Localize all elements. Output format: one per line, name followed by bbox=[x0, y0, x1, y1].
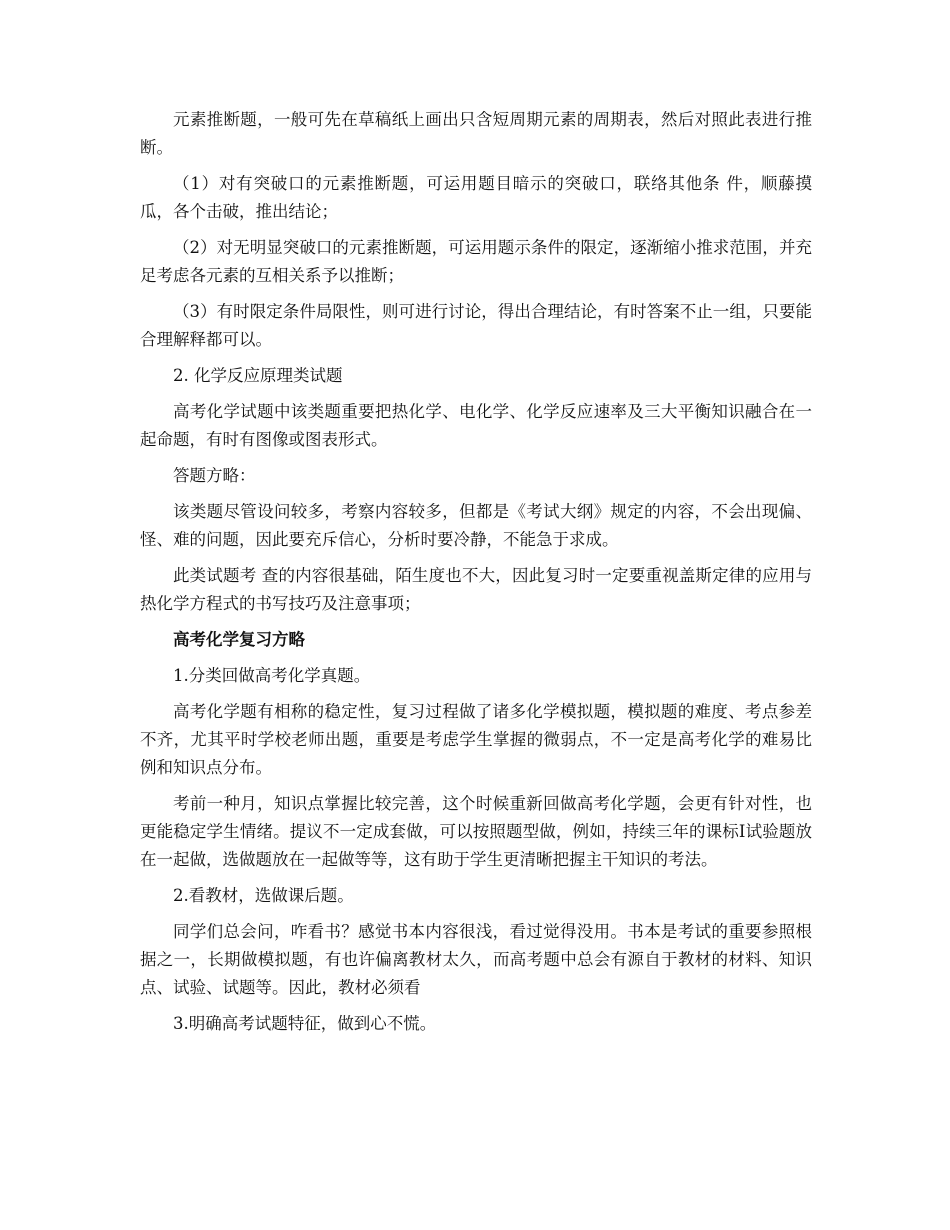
paragraph-hess-law-tip: 此类试题考 查的内容很基础，陌生度也不大，因此复习时一定要重视盖斯定律的应用与热化学方程式的书写技巧及注意事项； bbox=[140, 566, 812, 613]
paragraph-review-1-body: 高考化学题有相称的稳定性，复习过程做了诸多化学模拟题，模拟题的难度、考点参差不齐，尤其平时学校老师出题，重要是考虑学生掌握的微弱点，不一定是高考化学的难易比例和知识点分布。 bbox=[140, 702, 812, 777]
paragraph-inference-point-2: （2）对无明显突破口的元素推断题，可运用题示条件的限定，逐渐缩小推求范围，并充足考虑各元素的互相关系予以推断； bbox=[140, 238, 812, 285]
paragraph-inference-point-1: （1）对有突破口的元素推断题，可运用题目暗示的突破口，联络其他条 件，顺藤摸瓜，各个击破，推出结论； bbox=[140, 174, 812, 221]
paragraph-review-1-detail: 考前一种月，知识点掌握比较完善，这个时候重新回做高考化学题，会更有针对性，也更能稳定学生情绪。提议不一定成套做，可以按照题型做，例如，持续三年的课标Ⅰ试验题放在一起做，选做题放在一起做等等，这有助于学生更清晰把握主干知识的考法。 bbox=[140, 794, 812, 869]
section-heading-review-strategy: 高考化学复习方略 bbox=[173, 630, 305, 649]
paragraph-reaction-principles-intro: 高考化学试题中该类题重要把热化学、电化学、化学反应速率及三大平衡知识融合在一起命题，有时有图像或图表形式。 bbox=[140, 402, 812, 449]
paragraph-inference-point-3: （3）有时限定条件局限性，则可进行讨论，得出合理结论，有时答案不止一组，只要能合理解释都可以。 bbox=[140, 302, 812, 349]
list-item-review-2: 2.看教材，选做课后题。 bbox=[173, 886, 354, 905]
paragraph-answer-strategy-body: 该类题尽管设问较多，考察内容较多，但都是《考试大纲》规定的内容，不会出现偏、怪、难的问题，因此要充斥信心，分析时要冷静，不能急于求成。 bbox=[140, 502, 812, 549]
section-title-reaction-principles: 2. 化学反应原理类试题 bbox=[173, 366, 343, 385]
paragraph-review-2-body: 同学们总会问，咋看书？感觉书本内容很浅，看过觉得没用。书本是考试的重要参照根据之一，长期做模拟题，有也许偏离教材太久，而高考题中总会有源自于教材的材料、知识点、试验、试题等。因此，教材必须看 bbox=[140, 922, 812, 997]
list-item-review-3: 3.明确高考试题特征，做到心不慌。 bbox=[173, 1014, 437, 1033]
document-page bbox=[140, 106, 812, 1046]
list-item-review-1: 1.分类回做高考化学真题。 bbox=[173, 666, 371, 685]
paragraph-element-inference-intro: 元素推断题，一般可先在草稿纸上画出只含短周期元素的周期表，然后对照此表进行推断。 bbox=[140, 110, 812, 157]
paragraph-answer-strategy-label: 答题方略： bbox=[173, 466, 256, 485]
